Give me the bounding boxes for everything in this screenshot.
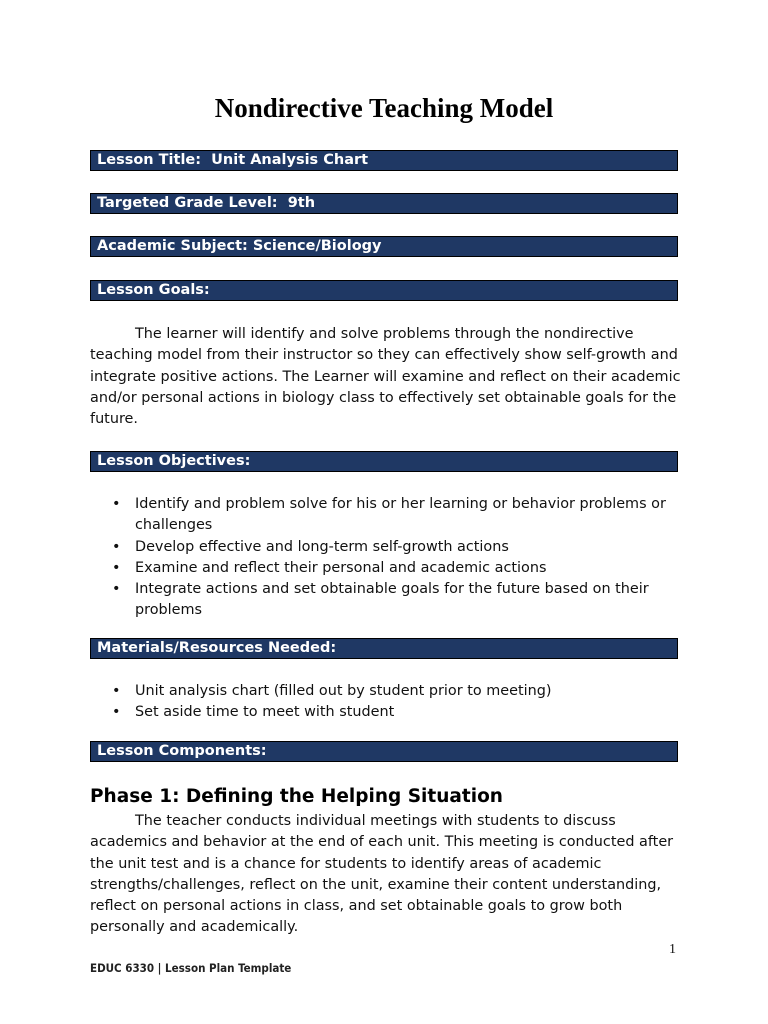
lesson-components-bar: Lesson Components: (90, 741, 678, 762)
bullet-icon: • (112, 683, 121, 699)
list-item-text: Unit analysis chart (filled out by student prior to meeting) (135, 683, 552, 699)
list-item (90, 702, 680, 723)
list-item-text: Examine and reflect their personal and academic actions (135, 559, 547, 576)
bullet-icon: • (112, 581, 121, 598)
materials-list (90, 681, 680, 724)
list-item (90, 494, 680, 537)
bullet-icon: • (112, 538, 121, 555)
bullet-icon: • (112, 496, 121, 512)
list-item-text: Identify and problem solve for his or her learning or behavior problems or challenges (135, 496, 666, 534)
list-item (90, 681, 680, 702)
lesson-objectives-bar: Lesson Objectives: (90, 451, 678, 472)
list-item-text: Integrate actions and set obtainable goals for the future based on their problems (135, 581, 649, 619)
grade-level-bar: Targeted Grade Level: 9th (90, 193, 678, 214)
bullet-icon: • (112, 704, 121, 721)
page-number: 1 (669, 942, 676, 957)
objectives-list (90, 494, 680, 622)
phase-1-text: The teacher conducts individual meetings with students to discuss academics and behavior at the end of each unit. This meeting is conducted after the unit test and is a chance for students to identify areas of academic strengths/challenges, reflect on the unit, examine their content understanding, reflect on personal actions in class, and set obtainable goals to grow both personally and academically. (90, 813, 674, 936)
list-item-text: Set aside time to meet with student (135, 704, 395, 721)
materials-bar: Materials/Resources Needed: (90, 638, 678, 659)
lesson-goals-text: The learner will identify and solve problems through the nondirective teaching model from their instructor so they can effectively show self-growth and integrate positive actions. The Learner will examine and reflect on their academic and/or personal actions in biology class to effectively set obtainable goals for the future. (90, 326, 681, 428)
list-item (90, 537, 680, 558)
subject-bar: Academic Subject: Science/Biology (90, 236, 678, 257)
phase-1-heading: Phase 1: Defining the Helping Situation (90, 786, 503, 807)
bullet-icon: • (112, 559, 121, 576)
lesson-title-bar: Lesson Title: Unit Analysis Chart (90, 150, 678, 171)
lesson-goals-bar: Lesson Goals: (90, 280, 678, 301)
list-item-text: Develop effective and long-term self-growth actions (135, 538, 509, 555)
page-footer: EDUC 6330 | Lesson Plan Template (90, 961, 292, 975)
list-item (90, 558, 680, 579)
page-title: Nondirective Teaching Model (214, 93, 554, 123)
list-item (90, 579, 680, 622)
